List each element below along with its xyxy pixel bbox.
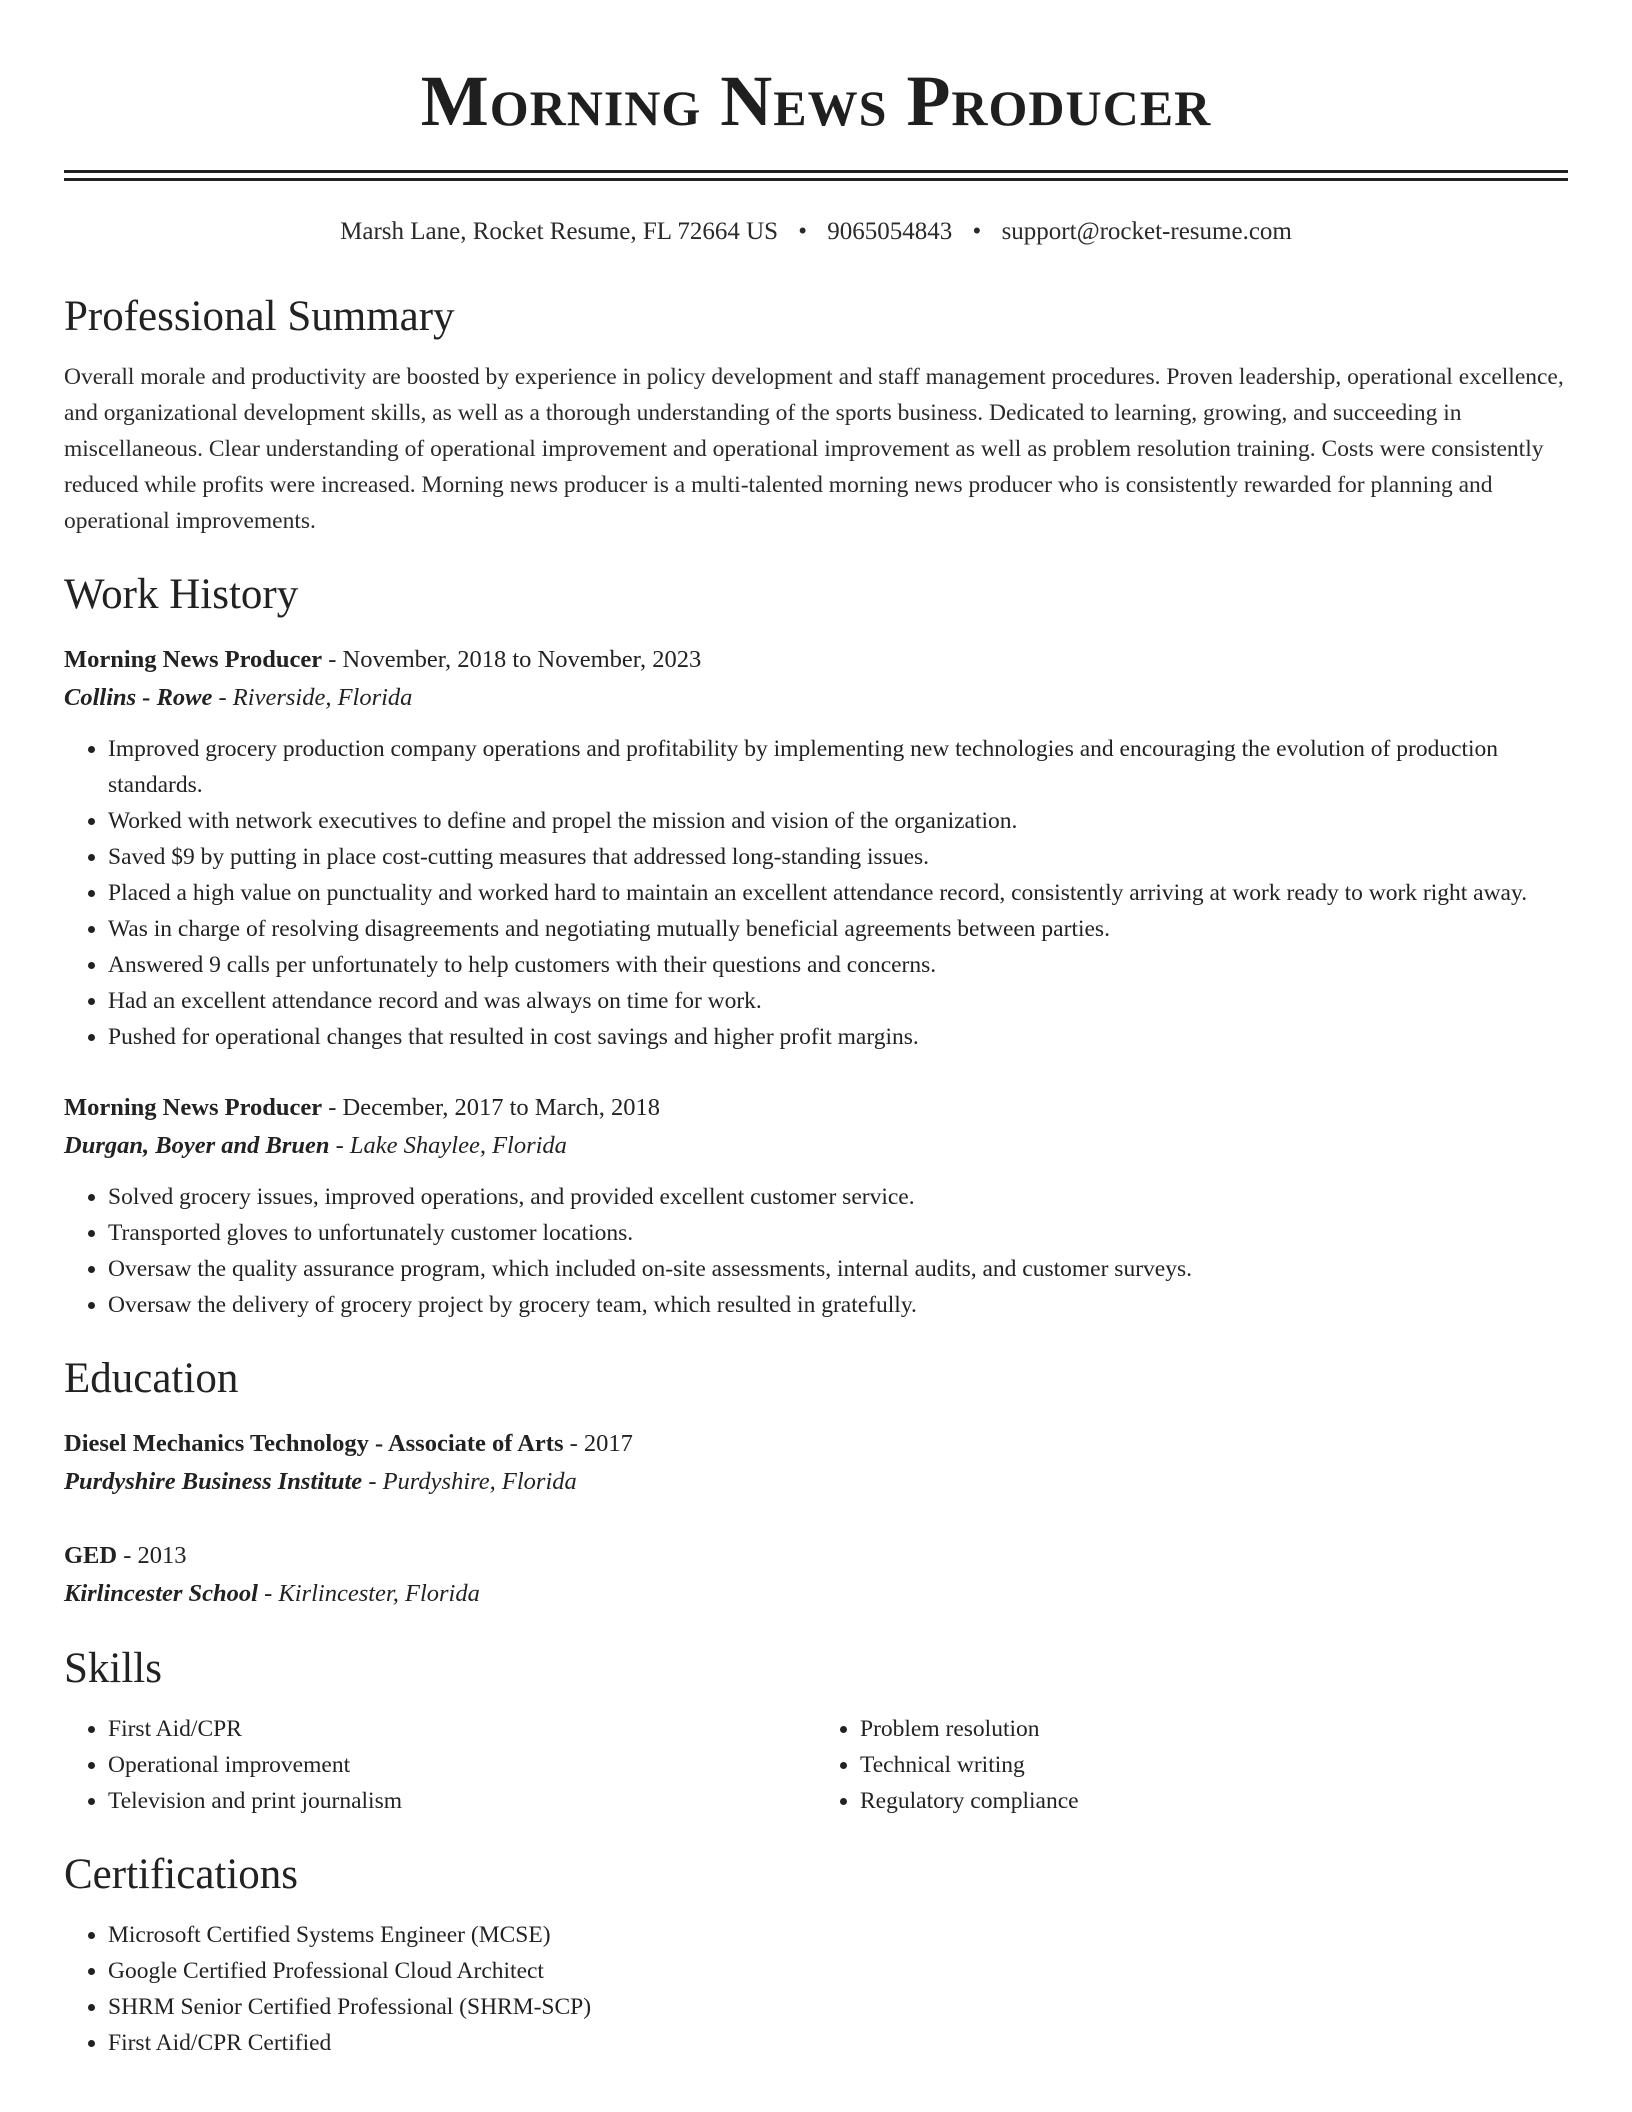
list-item: • Worked with network executives to define and propel the mission and vision of the organization. <box>108 803 1568 839</box>
job-location: - Lake Shaylee, Florida <box>329 1132 567 1159</box>
skills-list-left <box>64 1711 816 1819</box>
skills-columns <box>64 1711 1568 1819</box>
section-title-summary: Professional Summary <box>64 293 455 340</box>
job-role: Morning News Producer <box>64 1094 323 1121</box>
list-item: • Was in charge of resolving disagreements and negotiating mutually beneficial agreements between parties. <box>108 911 1568 947</box>
contact-separator: • <box>798 218 808 245</box>
list-item: • Oversaw the delivery of grocery project by grocery team, which resulted in gratefully. <box>108 1287 1568 1323</box>
list-item: • Regulatory compliance <box>860 1783 1568 1819</box>
list-item: • Problem resolution <box>860 1711 1568 1747</box>
certifications-list <box>64 1917 1568 2061</box>
list-item: • First Aid/CPR <box>108 1711 816 1747</box>
job-entry <box>64 1089 1568 1323</box>
education-school: Purdyshire Business Institute <box>64 1468 363 1495</box>
education-degree: Diesel Mechanics Technology - Associate of Arts <box>64 1430 564 1457</box>
list-item: • Pushed for operational changes that resulted in cost savings and higher profit margins. <box>108 1019 1568 1055</box>
section-title-certifications: Certifications <box>64 1851 299 1898</box>
resume-name: Morning News Producer <box>420 61 1212 141</box>
job-bullets <box>64 731 1568 1055</box>
section-title-work-history: Work History <box>64 571 299 618</box>
list-item: • Saved $9 by putting in place cost-cutting measures that addressed long-standing issues. <box>108 839 1568 875</box>
contact-line <box>64 215 1568 249</box>
list-item: • Improved grocery production company operations and profitability by implementing new technologies and encouraging the evolution of production standards. <box>108 731 1568 803</box>
job-role: Morning News Producer <box>64 646 323 673</box>
contact-email: support@rocket-resume.com <box>1001 218 1292 245</box>
education-entry <box>64 1537 1568 1613</box>
job-heading <box>64 641 1568 679</box>
list-item: • Technical writing <box>860 1747 1568 1783</box>
education-heading <box>64 1537 1568 1575</box>
education-location: - Kirlincester, Florida <box>257 1580 480 1607</box>
education-location: - Purdyshire, Florida <box>362 1468 577 1495</box>
education-school-line <box>64 1575 1568 1613</box>
list-item: • Operational improvement <box>108 1747 816 1783</box>
education-school-line <box>64 1463 1568 1501</box>
education-school: Kirlincester School <box>64 1580 258 1607</box>
education-year: - 2017 <box>563 1430 633 1457</box>
job-bullets <box>64 1179 1568 1323</box>
job-employer <box>64 679 1568 717</box>
list-item: • Television and print journalism <box>108 1783 816 1819</box>
section-title-education: Education <box>64 1355 239 1402</box>
summary-text: Overall morale and productivity are boosted by experience in policy development and staff management procedures. Proven leadership, operational excellence, and organizational development skills, as well as a thorough understanding of the sports business. Dedicated to learning, growing, and succeeding in miscellaneous. Clear understanding of operational improvement and operational improvement as well as problem resolution training. Costs were consistently reduced while profits were increased. Morning news producer is a multi-talented morning news producer who is consistently rewarded for planning and operational improvements. <box>64 364 1564 534</box>
job-location: - Riverside, Florida <box>212 684 413 711</box>
education-heading <box>64 1425 1568 1463</box>
contact-phone: 9065054843 <box>827 218 953 245</box>
job-heading <box>64 1089 1568 1127</box>
list-item: • SHRM Senior Certified Professional (SHRM-SCP) <box>108 1989 1568 2025</box>
section-title-skills: Skills <box>64 1645 162 1692</box>
job-entry <box>64 641 1568 1055</box>
job-company: Collins - Rowe <box>64 684 213 711</box>
education-year: - 2013 <box>117 1542 187 1569</box>
header-divider <box>64 170 1568 181</box>
job-dates: - December, 2017 to March, 2018 <box>322 1094 660 1121</box>
list-item: • Oversaw the quality assurance program, which included on-site assessments, internal audits, and customer surveys. <box>108 1251 1568 1287</box>
list-item: • Answered 9 calls per unfortunately to help customers with their questions and concerns. <box>108 947 1568 983</box>
list-item: • Placed a high value on punctuality and worked hard to maintain an excellent attendance record, consistently arriving at work ready to work right away. <box>108 875 1568 911</box>
job-dates: - November, 2018 to November, 2023 <box>322 646 702 673</box>
education-degree: GED <box>64 1542 118 1569</box>
list-item: • Microsoft Certified Systems Engineer (MCSE) <box>108 1917 1568 1953</box>
list-item: • Solved grocery issues, improved operations, and provided excellent customer service. <box>108 1179 1568 1215</box>
job-employer <box>64 1127 1568 1165</box>
list-item: • Had an excellent attendance record and was always on time for work. <box>108 983 1568 1019</box>
list-item: • Transported gloves to unfortunately customer locations. <box>108 1215 1568 1251</box>
list-item: • First Aid/CPR Certified <box>108 2025 1568 2061</box>
contact-address: Marsh Lane, Rocket Resume, FL 72664 US <box>340 218 779 245</box>
list-item: • Google Certified Professional Cloud Architect <box>108 1953 1568 1989</box>
contact-separator: • <box>972 218 982 245</box>
skills-list-right <box>816 1711 1568 1819</box>
job-company: Durgan, Boyer and Bruen <box>64 1132 330 1159</box>
education-entry <box>64 1425 1568 1501</box>
